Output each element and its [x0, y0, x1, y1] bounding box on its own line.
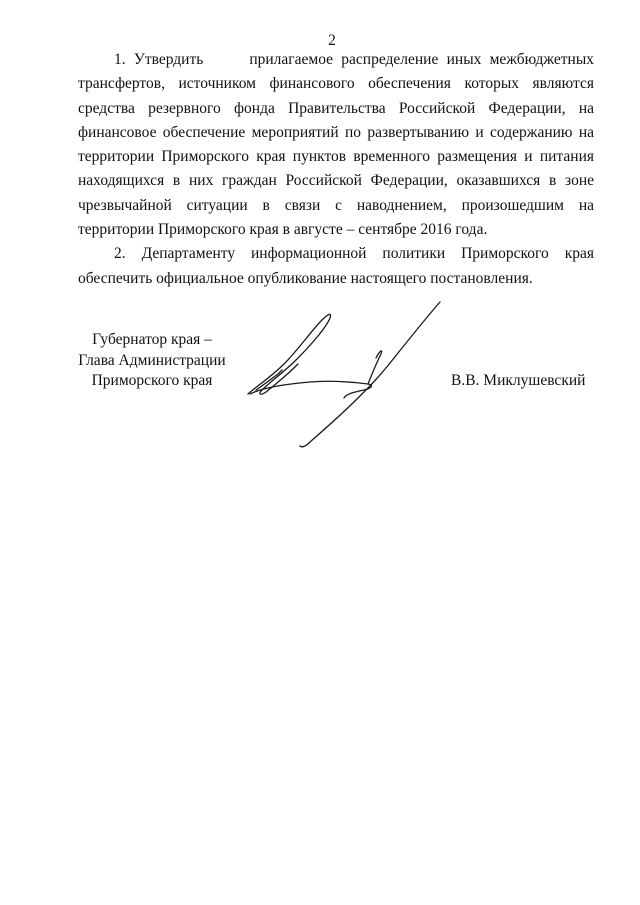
handwritten-signature [240, 290, 450, 450]
document-body [78, 48, 594, 291]
page-number: 2 [328, 32, 336, 49]
signatory-title-line-1: Губернатор края – [92, 331, 212, 348]
paragraph-1-lead: 1. Утвердить [114, 51, 204, 68]
signatory-title-line-2: Глава Администрации [78, 351, 226, 369]
paragraph-1 [78, 48, 594, 242]
paragraph-2: 2. Департаменту информационной политики Приморского края обеспечить официальное опубликование настоящего постановления. [78, 245, 594, 287]
signatory-title [72, 330, 232, 392]
signatory-title-line-3: Приморского края [91, 372, 213, 389]
signatory-name: В.В. Миклушевский [451, 372, 586, 389]
paragraph-1-text: прилагаемое распределение иных межбюджетных трансфертов, источником финансового обеспечения которых являются средства резервного фонда Правительства Российской Федерации, на финансовое обеспечение мероприятий по развертыванию и содержанию на территории Приморского края пунктов временного размещения и питания находящихся в них граждан Российской Федерации, оказавшихся в зоне чрезвычайной ситуации в связи с наводнением, произошедшим на территории Приморского края в августе – сентябре 2016 года. [78, 51, 594, 239]
